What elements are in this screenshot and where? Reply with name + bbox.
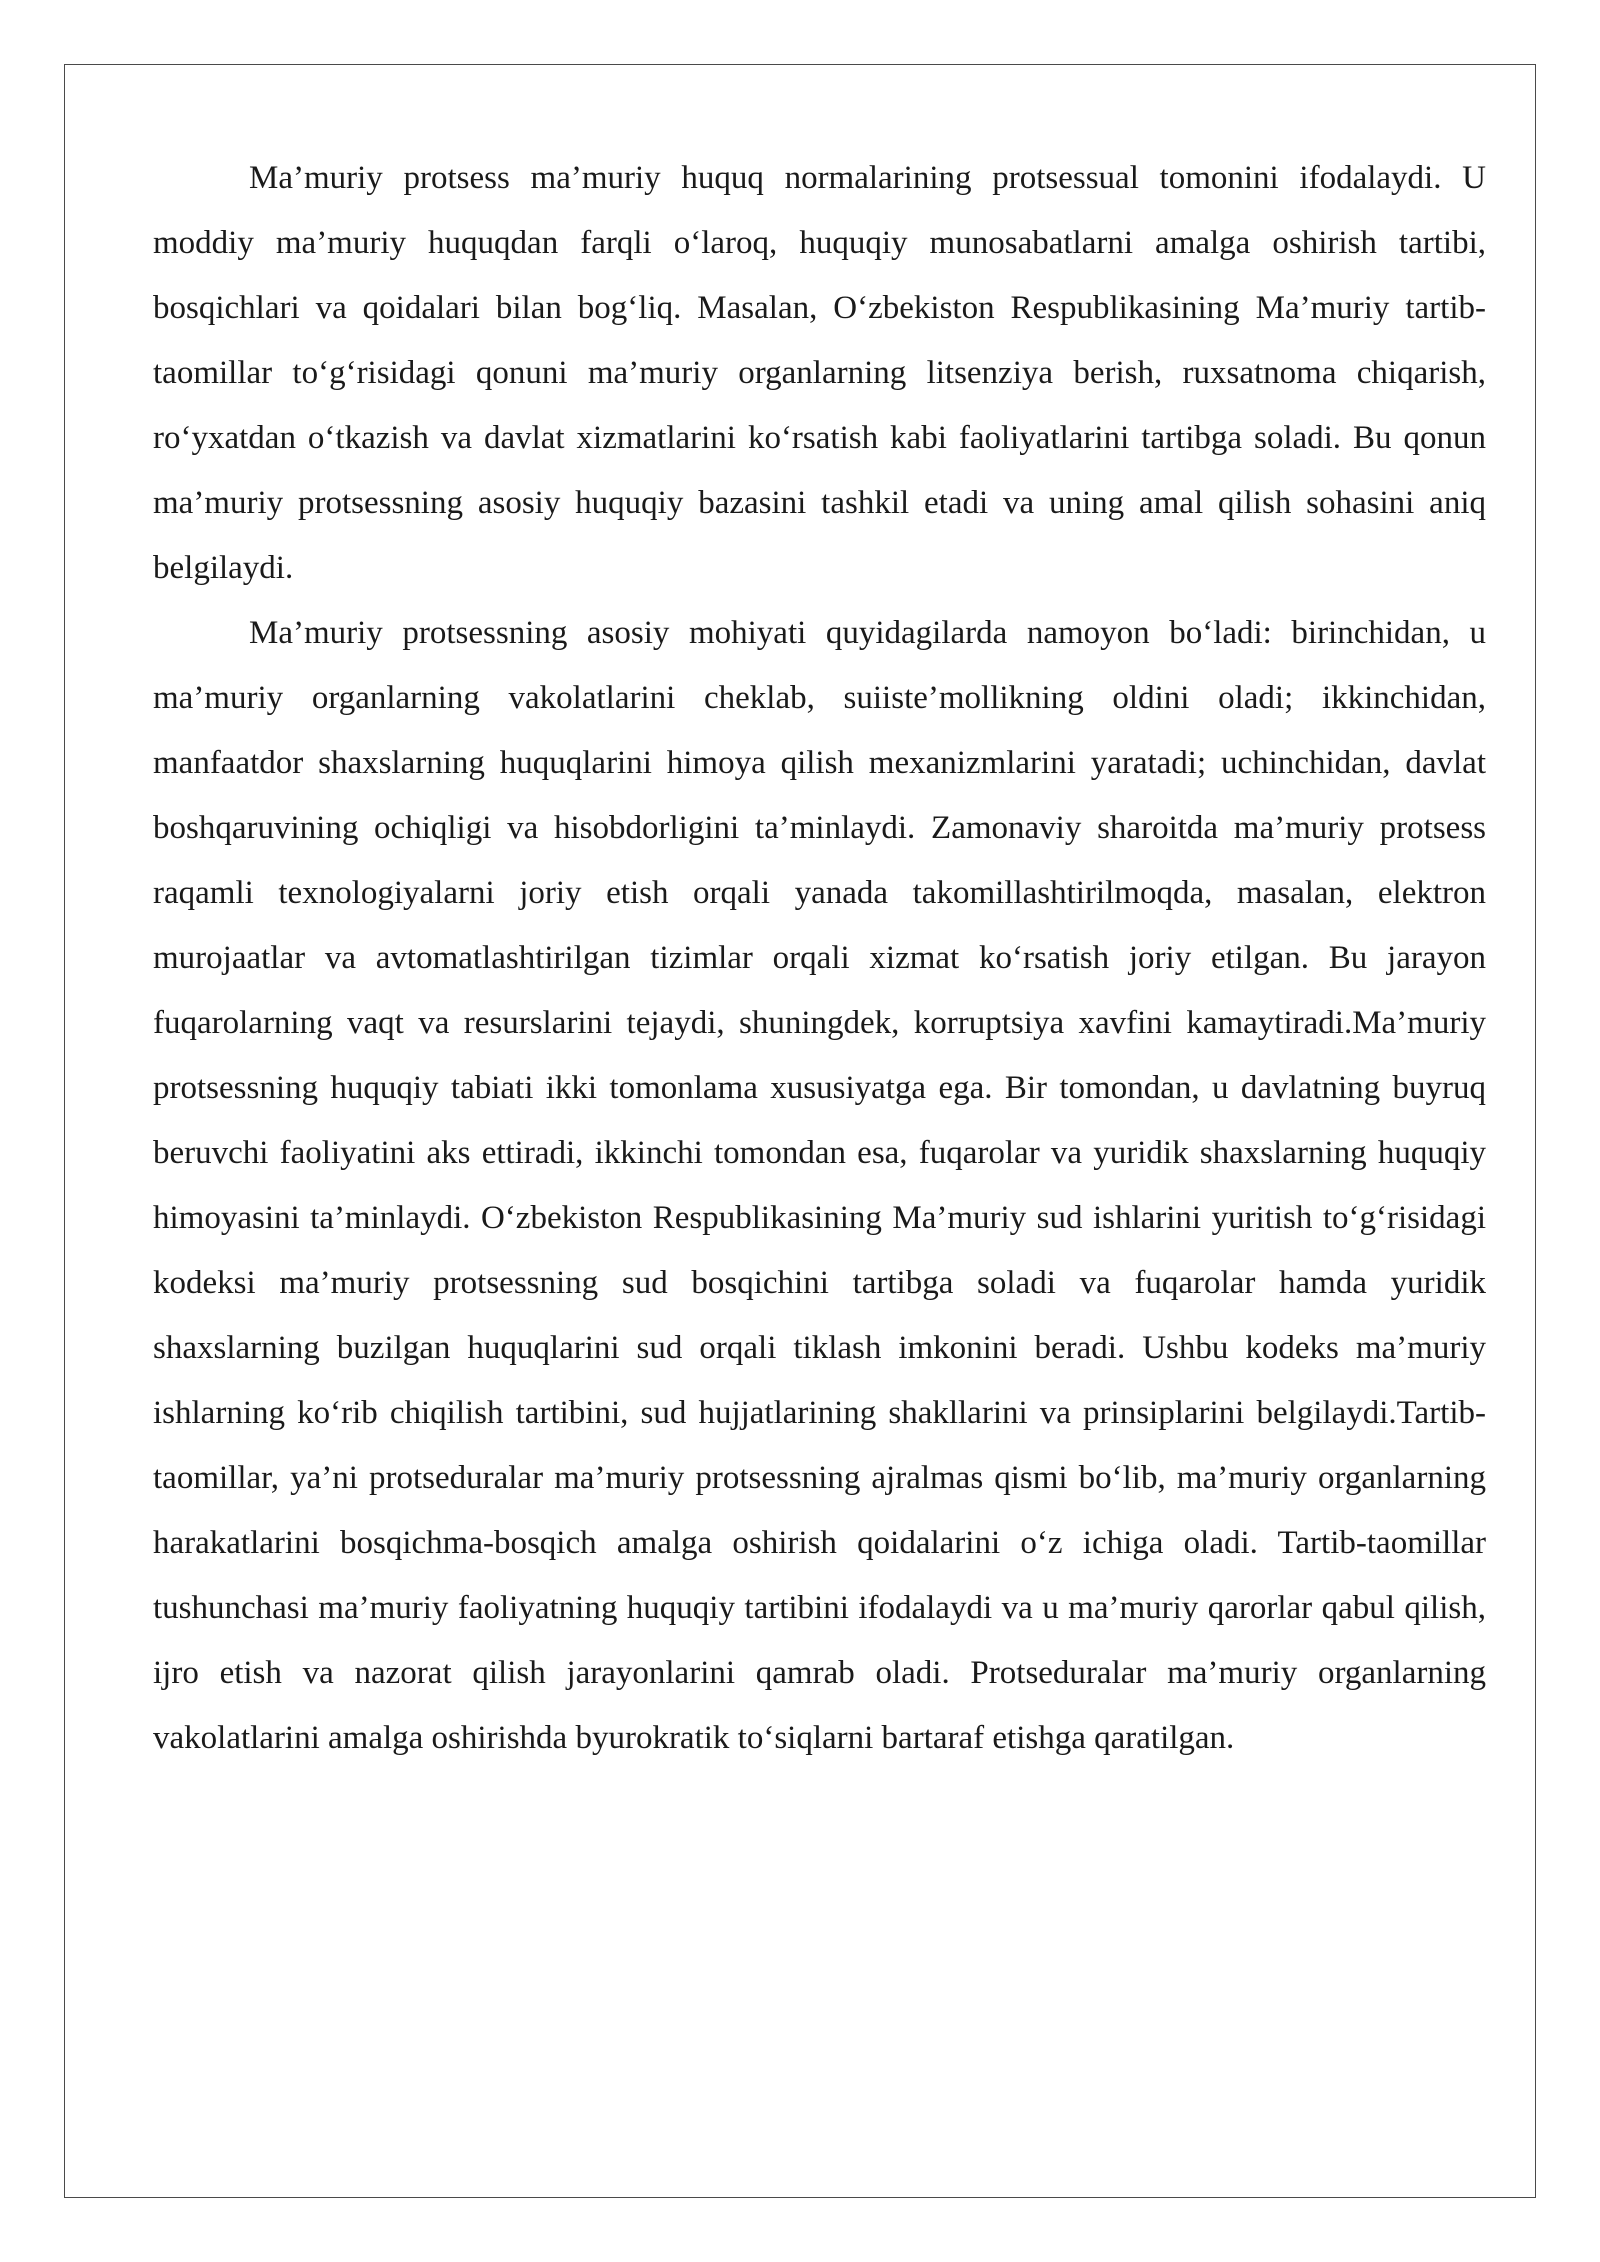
paragraph-2: Ma’muriy protsessning asosiy mohiyati quyidagilarda namoyon bo‘ladi: birinchidan, u ma’muriy organlarning vakolatlarini cheklab, suiiste’mollikning oldini oladi; ikkinchidan, manfaatdor shaxslarning huquqlarini himoya qilish mexanizmlarini yaratadi; uchinchidan, davlat boshqaruvining ochiqligi va hisobdorligini ta’minlaydi. Zamonaviy sharoitda ma’muriy protsess raqamli texnologiyalarni joriy etish orqali yanada takomillashtirilmoqda, masalan, elektron murojaatlar va avtomatlashtirilgan tizimlar orqali xizmat ko‘rsatish joriy etilgan. Bu jarayon fuqarolarning vaqt va resurslarini tejaydi, shuningdek, korruptsiya xavfini kamaytiradi.Ma’muriy protsessning huquqiy tabiati ikki tomonlama xususiyatga ega. Bir tomondan, u davlatning buyruq beruvchi faoliyatini aks ettiradi, ikkinchi tomondan esa, fuqarolar va yuridik shaxslarning huquqiy himoyasini ta’minlaydi. O‘zbekiston Respublikasining Ma’muriy sud ishlarini yuritish to‘g‘risidagi kodeksi ma’muriy protsessning sud bosqichini tartibga soladi va fuqarolar hamda yuridik shaxslarning buzilgan huquqlarini sud orqali tiklash imkonini beradi. Ushbu kodeks ma’muriy ishlarning ko‘rib chiqilish tartibini, sud hujjatlarining shakllarini va prinsiplarini belgilaydi.Tartib-taomillar, ya’ni protseduralar ma’muriy protsessning ajralmas qismi bo‘lib, ma’muriy organlarning harakatlarini bosqichma-bosqich amalga oshirish qoidalarini o‘z ichiga oladi. Tartib-taomillar tushunchasi ma’muriy faoliyatning huquqiy tartibini ifodalaydi va u ma’muriy qarorlar qabul qilish, ijro etish va nazorat qilish jarayonlarini qamrab oladi. Protseduralar ma’muriy organlarning vakolatlarini amalga oshirishda byurokratik to‘siqlarni bartaraf etishga qaratilgan. <box>153 615 1486 1756</box>
paragraph-1: Ma’muriy protsess ma’muriy huquq normalarining protsessual tomonini ifodalaydi. U moddiy ma’muriy huquqdan farqli o‘laroq, huquqiy munosabatlarni amalga oshirish tartibi, bosqichlari va qoidalari bilan bog‘liq. Masalan, O‘zbekiston Respublikasining Ma’muriy tartib-taomillar to‘g‘risidagi qonuni ma’muriy organlarning litsenziya berish, ruxsatnoma chiqarish, ro‘yxatdan o‘tkazish va davlat xizmatlarini ko‘rsatish kabi faoliyatlarini tartibga soladi. Bu qonun ma’muriy protsessning asosiy huquqiy bazasini tashkil etadi va uning amal qilish sohasini aniq belgilaydi. <box>153 160 1486 586</box>
document-body <box>153 146 1486 1771</box>
